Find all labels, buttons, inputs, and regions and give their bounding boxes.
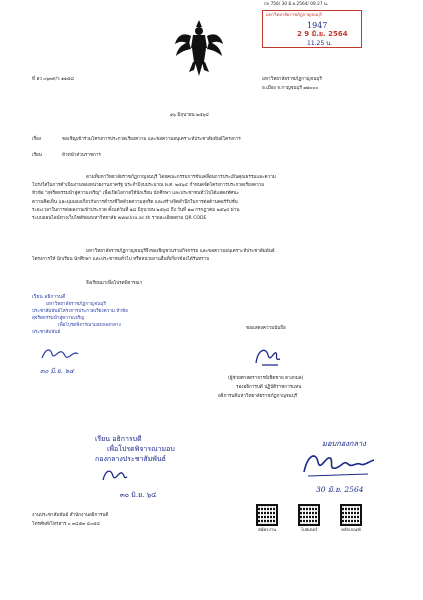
endorsement-signature-icon bbox=[100, 466, 130, 484]
note-date: ๓๐ มิ.ย. ๖๔ bbox=[40, 367, 74, 375]
qr-code-icon bbox=[340, 504, 362, 526]
handwritten-note bbox=[32, 294, 128, 336]
qr-label: โปสเตอร์ bbox=[300, 528, 318, 533]
note-line: สุจริตธรรมนำสู่ความเจริญ bbox=[32, 316, 85, 321]
endorsement-line: เพื่อโปรดพิจารณามอบ bbox=[107, 445, 175, 453]
signatory-name: (ผู้ช่วยศาสตราจารย์เชิดชาย ดวงกมล) bbox=[228, 376, 304, 381]
regards-text: ขอแสดงความนับถือ bbox=[246, 326, 286, 331]
paragraph-line: หัวข้อ "สุจริตธรรมนำสู่ความเจริญ" เพื่อเปิดโอกาสให้นักเรียน นักศึกษา และประชาชนทั่วไปได้แสดงทัศนะ bbox=[32, 191, 239, 197]
paragraph-line: ความคิดเห็น และมุมมองเกี่ยวกับการดำรงชีวิตด้วยความสุจริต และสร้างจิตสำนึกในการต่อต้านคอร์รัปชั่น bbox=[32, 199, 238, 205]
note-line: ประชาสัมพันธ์ bbox=[32, 330, 61, 335]
qr-code-poster[interactable] bbox=[294, 504, 324, 534]
footer-office: งานประชาสัมพันธ์ สำนักงานอธิการบดี bbox=[32, 513, 109, 518]
signatory-title-2: อธิการบดีมหาวิทยาลัยราชภัฏกาญจนบุรี bbox=[218, 394, 298, 399]
qr-code-apply[interactable] bbox=[252, 504, 282, 534]
paragraph-line: ตามที่มหาวิทยาลัยราชภัฏกาญจนบุรี โดยคณะกรรมการขับเคลื่อนการประเมินคุณธรรมและความ bbox=[86, 175, 276, 180]
paragraph-line: โปร่งใสในการดำเนินงานของหน่วยงานภาครัฐ ประจำปีงบประมาณ พ.ศ. ๒๕๖๔ กำหนดจัดโครงการประกวดเรียงความ bbox=[32, 183, 265, 189]
garuda-emblem-icon bbox=[173, 18, 225, 78]
body-paragraph-1 bbox=[32, 174, 276, 223]
signatory-title-1: รองอธิการบดี ปฏิบัติราชการแทน bbox=[236, 385, 302, 390]
endorsement-line: เรียน อธิการบดี bbox=[95, 435, 142, 443]
body-paragraph-2 bbox=[32, 248, 275, 264]
subject-label: เรื่อง bbox=[32, 137, 42, 142]
note-line: ประชาสัมพันธ์โครงการประกวดเรียงความ หัวข้อ bbox=[32, 309, 128, 314]
stamp-time: 11.25 น. bbox=[307, 40, 333, 47]
endorsement-line: กองกลางประชาสัมพันธ์ bbox=[95, 455, 166, 463]
qr-code-icon bbox=[298, 504, 320, 526]
endorsement-block bbox=[95, 434, 175, 464]
endorsement-date: ๓๐ มิ.ย. ๖๔ bbox=[120, 491, 157, 499]
paragraph-line: มหาวิทยาลัยราชภัฏกาญจนบุรีจึงขอเชิญชวนร่วมกิจกรรม และขอความอนุเคราะห์ประชาสัมพันธ์ bbox=[86, 249, 275, 254]
closing-request: จึงเรียนมาเพื่อโปรดพิจารณา bbox=[86, 281, 143, 286]
to-text: หัวหน้าส่วนราชการ bbox=[62, 153, 101, 158]
approval-signature-icon bbox=[298, 450, 378, 482]
paragraph-line: ระบบออนไลน์ทางเว็บไซต์ของมหาวิทยาลัย www.kru.ac.th รายละเอียดตาม QR CODE bbox=[32, 216, 207, 222]
document-number: ที่ อว ๐๖๓๙/ว ๑๑๕๘ bbox=[32, 77, 74, 82]
subject-text: ขอเชิญเข้าร่วมโครงการประกวดเรียงความ และขอความอนุเคราะห์ประชาสัมพันธ์โครงการ bbox=[62, 137, 241, 142]
handwritten-signature-icon bbox=[40, 346, 80, 362]
qr-label: หลักเกณฑ์ bbox=[341, 528, 361, 533]
stamp-number: 1947 bbox=[307, 21, 328, 30]
sender-name: มหาวิทยาลัยราชภัฏกาญจนบุรี bbox=[262, 77, 322, 82]
note-line: มหาวิทยาลัยราชภัฏกาญจนบุรี bbox=[46, 302, 106, 307]
note-line: เรียน อธิการบดี bbox=[32, 294, 66, 300]
qr-code-criteria[interactable] bbox=[336, 504, 366, 534]
paragraph-line: ระยะเวลาในการส่งผลงานเข้าประกวด ตั้งแต่วันที่ ๑๘ มิถุนายน ๒๕๖๔ ถึง วันที่ ๑๗ กรกฎาคม ๒๕๖๔ ผ่าน bbox=[32, 207, 240, 213]
letter-date: ๑๖ มิถุนายน ๒๕๖๔ bbox=[170, 113, 210, 118]
footer-phone: โทรศัพท์/โทรสาร ๐ ๓๔๕๓ ๔๐๕๔ bbox=[32, 522, 100, 527]
sender-address: อ.เมือง จ.กาญจนบุรี ๗๑๐๐๐ bbox=[262, 86, 319, 91]
top-reference: กก 756/ 30 มิ.ย.2564/ 09.27 น. bbox=[264, 2, 329, 7]
receive-stamp bbox=[262, 10, 362, 48]
approval-date: 30 มิ.ย. 2564 bbox=[316, 485, 364, 494]
qr-code-icon bbox=[256, 504, 278, 526]
signature-icon bbox=[252, 345, 286, 369]
qr-label: สมัครงาน bbox=[257, 528, 277, 533]
to-label: เรียน bbox=[32, 153, 42, 158]
stamp-date: 2 9 มิ.ย. 2564 bbox=[297, 30, 348, 38]
approval-word: มอบกองกลาง bbox=[322, 439, 366, 448]
note-line: เพื่อโปรดพิจารณามอบกองกลาง bbox=[58, 323, 121, 328]
stamp-title: มหาวิทยาลัยราชภัฏกาญจนบุรี bbox=[266, 13, 322, 18]
paragraph-line: โครงการให้ นักเรียน นักศึกษา และประชาชนทั่วไป หรือหน่วยงานอื่นที่เกี่ยวข้องได้รับทราบ bbox=[32, 257, 210, 263]
